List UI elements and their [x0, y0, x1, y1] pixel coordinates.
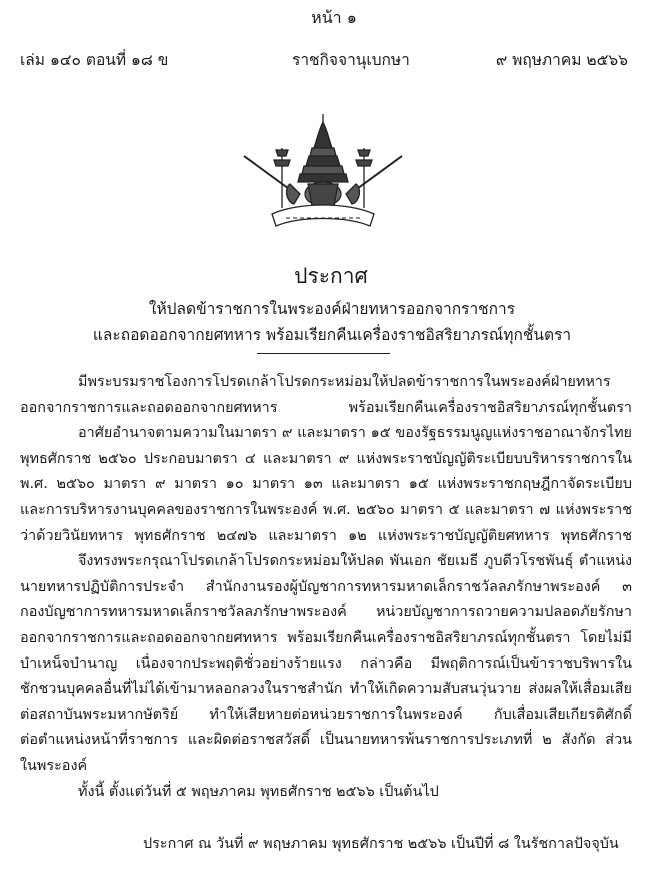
body-line: ออกจากราชการและถอดออกจากยศทหาร พร้อมเรียกคืนเครื่องราชอิสริยาภรณ์ทุกชั้นตรา โดยไม่มี — [20, 629, 632, 646]
body-line: ออกจากราชการและถอดออกจากยศทหาร พร้อมเรียกคืนเครื่องราชอิสริยาภรณ์ทุกชั้นตรา — [20, 399, 632, 416]
body-line: มีพระบรมราชโองการโปรดเกล้าโปรดกระหม่อมให้ปลดข้าราชการในพระองค์ฝ่ายทหาร — [78, 374, 611, 390]
announcement-body — [20, 370, 632, 805]
announcement-subtitle-line-2: และถอดออกจากยศทหาร พร้อมเรียกคืนเครื่องราชอิสริยาภรณ์ทุกชั้นตรา — [92, 326, 572, 344]
gazette-name: ราชกิจจานุเบกษา — [292, 51, 410, 69]
body-line: พ.ศ. ๒๕๖๐ มาตรา ๙ มาตรา ๑๐ มาตรา ๑๓ และมาตรา ๑๕ แห่งพระราชกฤษฎีกาจัดระเบียบ — [20, 476, 632, 493]
announcement-title: ประกาศ — [294, 264, 368, 288]
closing-date-line: ประกาศ ณ วันที่ ๙ พฤษภาคม พุทธศักราช ๒๕๖๖ เป็นปีที่ ๘ ในรัชกาลปัจจุบัน — [143, 836, 619, 852]
volume-issue: เล่ม ๑๔๐ ตอนที่ ๑๘ ข — [20, 51, 169, 69]
body-line: ว่าด้วยวินัยทหาร พุทธศักราช ๒๔๗๖ และมาตรา ๑๒ แห่งพระราชบัญญัติยศทหาร พุทธศักราช — [20, 527, 632, 544]
body-line: บำเหน็จบำนาญ เนื่องจากประพฤติชั่วอย่างร้ายแรง กล่าวคือ มีพฤติการณ์เป็นข้าราชบริพารใน — [20, 655, 632, 672]
body-line: ต่อสถาบันพระมหากษัตริย์ ทำให้เสียหายต่อหน่วยราชการในพระองค์ กับเสื่อมเสียเกียรติศักดิ์ — [20, 706, 632, 723]
body-line: อาศัยอำนาจตามความในมาตรา ๙ และมาตรา ๑๕ ของรัฐธรรมนูญแห่งราชอาณาจักรไทย — [78, 425, 632, 442]
announcement-subtitle-line-1: ให้ปลดข้าราชการในพระองค์ฝ่ายทหารออกจากราชการ — [148, 300, 516, 318]
body-line: พุทธศักราช ๒๕๖๐ ประกอบมาตรา ๔ และมาตรา ๙ แห่งพระราชบัญญัติระเบียบบริหารราชการใน — [20, 450, 632, 467]
body-line: ในพระองค์ — [20, 757, 88, 774]
royal-garuda-seal-icon — [238, 112, 408, 232]
body-line: กองบัญชาการทหารมหาดเล็กราชวัลลภรักษาพระองค์ หน่วยบัญชาการถวายความปลอดภัยรักษา — [20, 604, 632, 621]
body-line: และการบริหารงานบุคคลของราชการในพระองค์ พ.ศ. ๒๕๖๐ มาตรา ๕ และมาตรา ๗ แห่งพระราช — [20, 501, 632, 518]
page-number: หน้า ๑ — [311, 8, 357, 27]
body-line: ทั้งนี้ ตั้งแต่วันที่ ๕ พฤษภาคม พุทธศักราช ๒๕๖๖ เป็นต้นไป — [78, 783, 439, 800]
body-line: จึงทรงพระกรุณาโปรดเกล้าโปรดกระหม่อมให้ปลด พันเอก ชัยเมธี ภูบดีวโรชพันธุ์ ตำแหน่ง — [78, 553, 632, 570]
gazette-header — [20, 47, 628, 71]
body-line: นายทหารปฏิบัติการประจำ สำนักงานรองผู้บัญชาการทหารมหาดเล็กราชวัลลภรักษาพระองค์ ๓ — [20, 578, 632, 595]
gazette-date: ๙ พฤษภาคม ๒๕๖๖ — [495, 51, 628, 69]
body-line: ต่อตำแหน่งหน้าที่ราชการ และผิดต่อราชสวัสดิ์ เป็นนายทหารพ้นราชการประเภทที่ ๒ สังกัด ส่วน — [20, 732, 632, 749]
title-divider — [257, 353, 390, 354]
body-line: ชักชวนบุคคลอื่นที่ไม่ได้เข้ามาหลอกลวงในราชสำนัก ทำให้เกิดความสับสนวุ่นวาย ส่งผลให้เสื่อมเสีย — [20, 681, 632, 698]
